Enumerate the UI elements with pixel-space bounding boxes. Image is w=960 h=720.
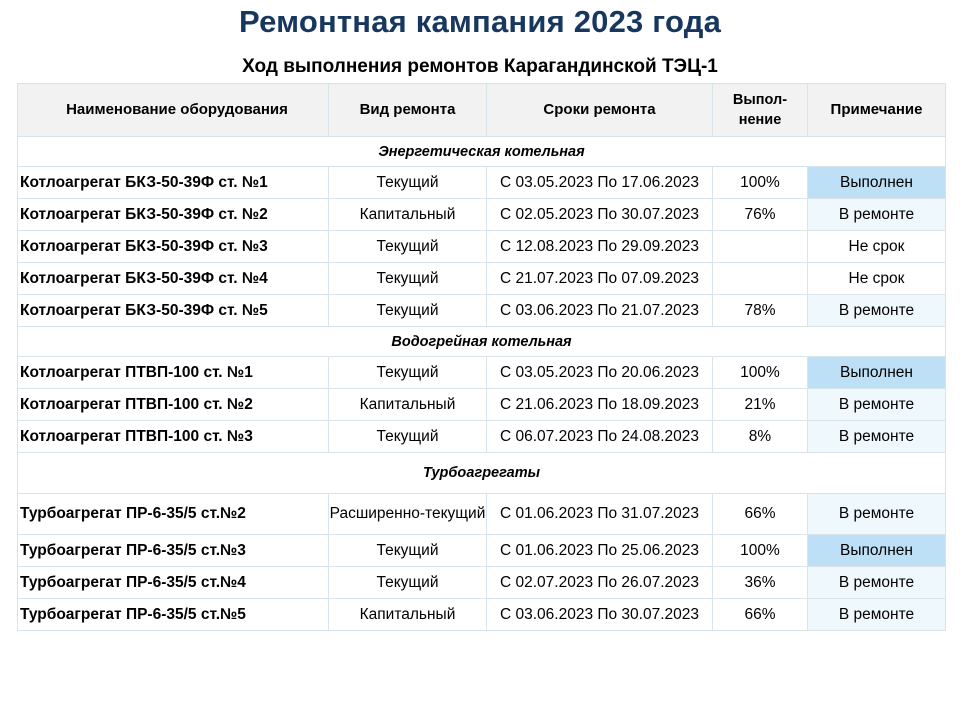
table-row xyxy=(18,357,946,389)
repair-type: Текущий xyxy=(329,421,487,453)
header-note: Примечание xyxy=(808,84,946,137)
repair-dates: С 12.08.2023 По 29.09.2023 xyxy=(487,231,713,263)
repair-type: Текущий xyxy=(329,535,487,567)
completion-percent: 76% xyxy=(713,199,808,231)
completion-percent: 100% xyxy=(713,167,808,199)
repair-type: Текущий xyxy=(329,567,487,599)
status-note: В ремонте xyxy=(808,494,946,535)
repair-type: Текущий xyxy=(329,263,487,295)
header-dates: Сроки ремонта xyxy=(487,84,713,137)
repair-type: Капитальный xyxy=(329,199,487,231)
status-note: Не срок xyxy=(808,231,946,263)
repair-dates: С 03.06.2023 По 21.07.2023 xyxy=(487,295,713,327)
table-row xyxy=(18,567,946,599)
equipment-name: Турбоагрегат ПР-6-35/5 ст.№2 xyxy=(18,494,329,535)
equipment-name: Турбоагрегат ПР-6-35/5 ст.№4 xyxy=(18,567,329,599)
completion-percent: 8% xyxy=(713,421,808,453)
completion-percent xyxy=(713,263,808,295)
page-subtitle: Ход выполнения ремонтов Карагандинской ТЭЦ-1 xyxy=(242,56,718,77)
completion-percent: 21% xyxy=(713,389,808,421)
header-done xyxy=(713,84,808,137)
completion-percent: 100% xyxy=(713,535,808,567)
repair-type: Текущий xyxy=(329,231,487,263)
status-note: Выполнен xyxy=(808,357,946,389)
header-name: Наименование оборудования xyxy=(18,84,329,137)
repair-table xyxy=(17,83,946,631)
repair-dates: С 03.06.2023 По 30.07.2023 xyxy=(487,599,713,631)
status-note: В ремонте xyxy=(808,567,946,599)
equipment-name: Котлоагрегат ПТВП-100 ст. №1 xyxy=(18,357,329,389)
completion-percent: 66% xyxy=(713,599,808,631)
section-row xyxy=(18,453,946,494)
table-row xyxy=(18,199,946,231)
repair-type: Расширенно-текущий xyxy=(329,494,487,535)
status-note: В ремонте xyxy=(808,599,946,631)
repair-dates: С 21.06.2023 По 18.09.2023 xyxy=(487,389,713,421)
equipment-name: Турбоагрегат ПР-6-35/5 ст.№3 xyxy=(18,535,329,567)
table-body xyxy=(18,137,946,631)
equipment-name: Котлоагрегат БКЗ-50-39Ф ст. №5 xyxy=(18,295,329,327)
header-type: Вид ремонта xyxy=(329,84,487,137)
repair-dates: С 21.07.2023 По 07.09.2023 xyxy=(487,263,713,295)
equipment-name: Котлоагрегат ПТВП-100 ст. №3 xyxy=(18,421,329,453)
status-note: В ремонте xyxy=(808,389,946,421)
status-note: Не срок xyxy=(808,263,946,295)
table-row xyxy=(18,389,946,421)
table-row xyxy=(18,535,946,567)
repair-dates: С 02.07.2023 По 26.07.2023 xyxy=(487,567,713,599)
section-title: Водогрейная котельная xyxy=(18,327,946,357)
status-note: В ремонте xyxy=(808,295,946,327)
page-title: Ремонтная кампания 2023 года xyxy=(238,4,722,39)
repair-type: Текущий xyxy=(329,357,487,389)
repair-dates: С 03.05.2023 По 17.06.2023 xyxy=(487,167,713,199)
completion-percent: 100% xyxy=(713,357,808,389)
repair-dates: С 02.05.2023 По 30.07.2023 xyxy=(487,199,713,231)
status-note: Выполнен xyxy=(808,535,946,567)
status-note: В ремонте xyxy=(808,199,946,231)
table-row xyxy=(18,295,946,327)
equipment-name: Котлоагрегат БКЗ-50-39Ф ст. №3 xyxy=(18,231,329,263)
repair-dates: С 03.05.2023 По 20.06.2023 xyxy=(487,357,713,389)
repair-type: Капитальный xyxy=(329,599,487,631)
completion-percent: 78% xyxy=(713,295,808,327)
section-row xyxy=(18,327,946,357)
repair-dates: С 01.06.2023 По 31.07.2023 xyxy=(487,494,713,535)
repair-type: Текущий xyxy=(329,167,487,199)
status-note: Выполнен xyxy=(808,167,946,199)
table-row xyxy=(18,231,946,263)
header-row xyxy=(18,84,946,137)
header-done-label: Выпол- нение xyxy=(732,92,788,128)
completion-percent xyxy=(713,231,808,263)
equipment-name: Котлоагрегат БКЗ-50-39Ф ст. №2 xyxy=(18,199,329,231)
table-row xyxy=(18,167,946,199)
equipment-name: Турбоагрегат ПР-6-35/5 ст.№5 xyxy=(18,599,329,631)
status-note: В ремонте xyxy=(808,421,946,453)
table-header xyxy=(18,84,946,137)
equipment-name: Котлоагрегат ПТВП-100 ст. №2 xyxy=(18,389,329,421)
table-row xyxy=(18,263,946,295)
completion-percent: 66% xyxy=(713,494,808,535)
repair-type: Текущий xyxy=(329,295,487,327)
repair-dates: С 01.06.2023 По 25.06.2023 xyxy=(487,535,713,567)
completion-percent: 36% xyxy=(713,567,808,599)
table-row xyxy=(18,494,946,535)
section-row xyxy=(18,137,946,167)
repair-dates: С 06.07.2023 По 24.08.2023 xyxy=(487,421,713,453)
table-row xyxy=(18,421,946,453)
repair-type: Капитальный xyxy=(329,389,487,421)
equipment-name: Котлоагрегат БКЗ-50-39Ф ст. №1 xyxy=(18,167,329,199)
equipment-name: Котлоагрегат БКЗ-50-39Ф ст. №4 xyxy=(18,263,329,295)
section-title: Турбоагрегаты xyxy=(18,453,946,494)
section-title: Энергетическая котельная xyxy=(18,137,946,167)
table-row xyxy=(18,599,946,631)
